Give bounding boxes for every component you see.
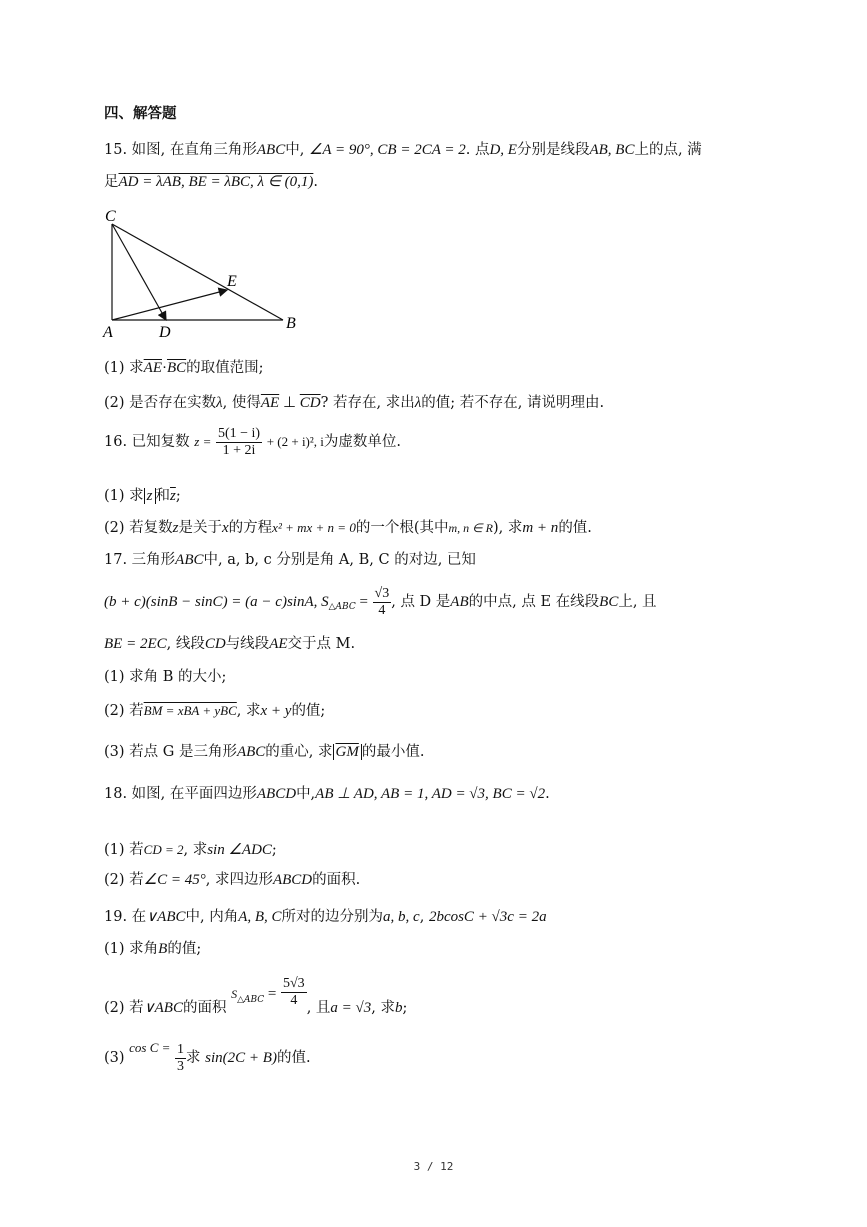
q16-part1: (1) 求 z 和$\overline{z}$; — [104, 488, 181, 504]
q15-stem: 15. 如图, 在直角三角形ABC中, ∠A = 90°, CB = 2CA = 2. 点D, E分别是线段AB, BC上的点, 满 — [104, 142, 702, 158]
triangle-figure — [100, 203, 310, 343]
q19-stem: 19. 在∨ABC中, 内角A, B, C所对的边分别为a, b, c, 2bcosC + √3c = 2a — [104, 909, 547, 925]
q19-part3: (3) cos C = $\frac{1}{3}$ 求 sin(2C + B)的值. — [104, 1040, 311, 1074]
q17-part3: (3) 若点 G 是三角形ABC的重心, 求 $\overline{GM}$ 的最小值. — [104, 744, 425, 760]
label-b: B — [286, 315, 296, 332]
q15-condition: 足AD = λAB, BE = λBC, λ ∈ (0,1). — [104, 174, 318, 190]
vector-ae — [112, 290, 227, 320]
label-d: D — [159, 324, 171, 341]
q18-part1: (1) 若CD = 2, 求sin ∠ADC; — [104, 842, 277, 858]
vector-cd — [112, 224, 166, 320]
label-a: A — [103, 324, 113, 341]
q16-part2: (2) 若复数z是关于x的方程x² + mx + n = 0的一个根(其中m, n ∈ R), 求m + n的值. — [104, 520, 592, 536]
page-number: 3 / 12 — [413, 1160, 454, 1173]
q18-part2: (2) 若∠C = 45°, 求四边形ABCD的面积. — [104, 872, 361, 888]
q17-part2: (2) 若BM = xBA + yBC, 求x + y的值; — [104, 703, 326, 719]
q17-stem: 17. 三角形ABC中, a, b, c 分别是角 A, B, C 的对边, 已知 — [104, 552, 476, 568]
q15-part1: (1) 求$\overline{AE}\cdot\overline{BC}$的取值范围; — [104, 360, 264, 376]
section-heading: 四、解答题 — [104, 106, 177, 122]
side-cb — [112, 224, 283, 320]
q17-line3: BE = 2EC, 线段CD与线段AE交于点 M. — [104, 636, 356, 652]
q17-part1: (1) 求角 B 的大小; — [104, 669, 227, 685]
q15-part2: (2) 是否存在实数λ, 使得$\overline{AE}$ ⊥ $\overline{CD}$? 若存在, 求出λ的值; 若不存在, 请说明理由. — [104, 395, 605, 411]
q17-equation: (b + c)(sinB − sinC) = (a − c)sinA, $S_{\triangle ABC}$ = $\frac{√3}{4}$ , 点 D 是AB的中点, 点 E 在线段BC上, 且 — [104, 585, 657, 618]
label-e: E — [227, 273, 237, 290]
q19-part2: (2) 若∨ABC的面积 $^{S\triangle ABC}$ = $\frac{5√3}{4}$ , 且a = √3, 求b; — [104, 976, 408, 1016]
q16-stem: 16. 已知复数 z = $\frac{5(1 - i)}{1 + 2i}$ + (2 + i)², i为虚数单位. — [104, 425, 402, 458]
q18-stem: 18. 如图, 在平面四边形ABCD中,AB ⊥ AD, AB = 1, AD = √3, BC = √2. — [104, 786, 550, 802]
label-c: C — [105, 208, 116, 225]
q19-part1: (1) 求角B的值; — [104, 941, 202, 957]
